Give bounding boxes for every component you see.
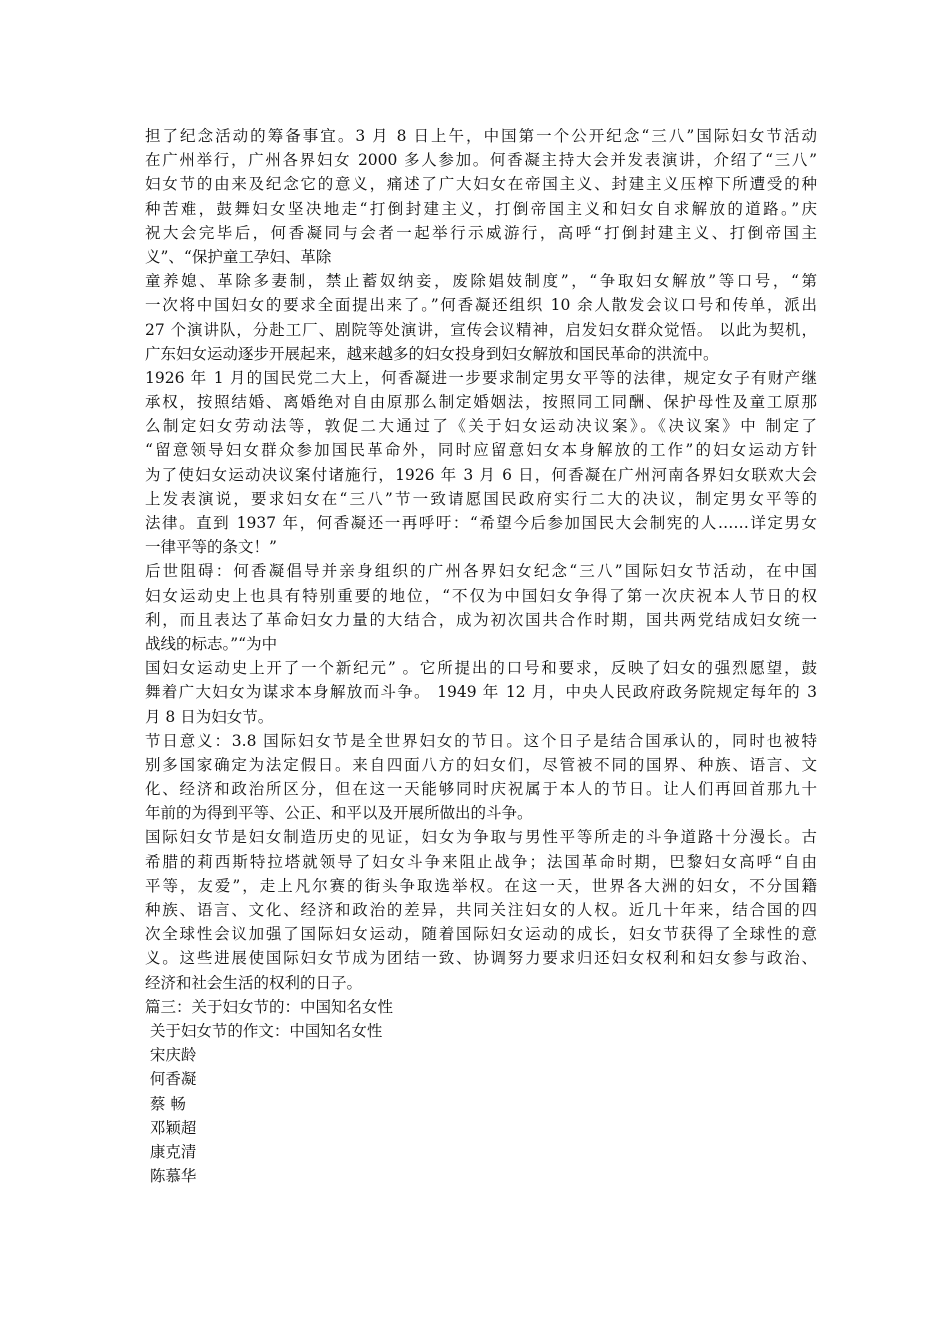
text-line: 承权，按照结婚、离婚绝对自由原那么制定婚姻法，按照同工同酬、保护母性及童工原那 [145, 393, 817, 412]
text-line: 战线的标志。”“为中 [145, 634, 278, 653]
text-line: 一次将中国妇女的要求全面提出来了。”何香凝还组织 10 余人散发会议口号和传单，派出 [145, 296, 817, 315]
document-body [145, 124, 817, 1188]
text-line: 次全球性会议加强了国际妇女运动，随着国际妇女运动的成长，妇女节获得了全球性的意 [145, 925, 817, 944]
text-line: “留意领导妇女群众参加国民革命外，同时应留意妇女本身解放的工作”的妇女运动方针 [145, 441, 817, 460]
text-line: 祝大会完毕后，何香凝同与会者一起举行示威游行，高呼“打倒封建主义、打倒帝国主 [145, 223, 817, 242]
text-line: 国际妇女节是妇女制造历史的见证，妇女为争取与男性平等所走的斗争道路十分漫长。古 [145, 828, 817, 847]
text-line: 法律。直到 1937 年，何香凝还一再呼吁：“希望今后参加国民大会制宪的人……详定男女 [145, 514, 817, 532]
list-item: 蔡 畅 [145, 1094, 186, 1113]
text-line: 节日意义：3.8 国际妇女节是全世界妇女的节日。这个日子是结合国承认的，同时也被特 [145, 731, 817, 750]
text-line: 义。这些进展使国际妇女节成为团结一致、协调努力要求归还妇女权利和妇女参与政治、 [145, 949, 817, 968]
text-line: 妇女节的由来及纪念它的意义，痛述了广大妇女在帝国主义、封建主义压榨下所遭受的种 [145, 175, 817, 194]
section-heading: 篇三：关于妇女节的：中国知名女性 [145, 997, 394, 1016]
text-line: 平等，友爱”，走上凡尔赛的街头争取选举权。在这一天，世界各大洲的妇女，不分国籍 [145, 876, 817, 895]
list-item: 邓颖超 [145, 1118, 197, 1137]
text-line: 担了纪念活动的筹备事宜。3 月 8 日上午，中国第一个公开纪念“三八”国际妇女节活动 [145, 127, 817, 145]
text-line: 月 8 日为妇女节。 [145, 707, 274, 726]
text-line: 上发表演说，要求妇女在“三八”节一致请愿国民政府实行二大的决议，制定男女平等的 [145, 489, 817, 508]
text-line: 别多国家确定为法定假日。来自四面八方的妇女们，尽管被不同的国界、种族、语言、文 [145, 755, 817, 774]
text-line: 种族、语言、文化、经济和政治的差异，共同关注妇女的人权。近几十年来，结合国的四 [145, 901, 817, 919]
text-line: 27 个演讲队，分赴工厂、剧院等处演讲，宣传会议精神，启发妇女群众觉悟。 以此为契机， [145, 320, 817, 339]
text-line: 妇女运动史上也具有特别重要的地位，“不仅为中国妇女争得了第一次庆祝本人节日的权 [145, 586, 817, 605]
text-line: 么制定妇女劳动法等，敦促二大通过了《关于妇女运动决议案》。《决议案》中 制定了 [145, 417, 817, 436]
text-line: 一律平等的条文！” [145, 538, 277, 557]
list-item: 陈慕华 [145, 1167, 197, 1186]
list-item: 何香凝 [145, 1070, 197, 1089]
text-line: 童养媳、革除多妻制，禁止蓄奴纳妾，废除娼妓制度”，“争取妇女解放”等口号，“第 [145, 272, 817, 291]
text-line: 经济和社会生活的权利的日子。 [145, 973, 363, 992]
text-line: 化、经济和政治所区分，但在这一天能够同时庆祝属于本人的节日。让人们再回首那九十 [145, 780, 817, 799]
list-item: 康克清 [145, 1142, 197, 1161]
text-line: 舞着广大妇女为谋求本身解放而斗争。 1949 年 12 月，中央人民政府政务院规定每年的 3 [145, 683, 817, 702]
text-line: 广东妇女运动逐步开展起来，越来越多的妇女投身到妇女解放和国民革命的洪流中。 [145, 344, 719, 363]
text-line: 1926 年 1 月的国民党二大上，何香凝进一步要求制定男女平等的法律，规定女子有财产继 [145, 368, 817, 387]
text-line: 在广州举行，广州各界妇女 2000 多人参加。何香凝主持大会并发表演讲，介绍了“三八” [145, 151, 817, 170]
text-line: 利，而且表达了革命妇女力量的大结合，成为初次国共合作时期，国共两党结成妇女统一 [145, 610, 817, 629]
text-line: 种苦难，鼓舞妇女坚决地走“打倒封建主义，打倒帝国主义和妇女自求解放的道路。”庆 [145, 199, 817, 218]
text-line: 年前的为得到平等、公正、和平以及开展所做出的斗争。 [145, 804, 533, 823]
list-item: 宋庆龄 [145, 1046, 197, 1065]
text-line: 希腊的莉西斯特拉塔就领导了妇女斗争来阻止战争；法国革命时期，巴黎妇女高呼“自由 [145, 852, 817, 871]
text-line: 义”、“保护童工孕妇、革除 [145, 247, 332, 266]
text-line: 后世阻碍：何香凝倡导并亲身组织的广州各界妇女纪念“三八”国际妇女节活动，在中国 [145, 562, 817, 581]
text-line: 为了使妇女运动决议案付诸施行，1926 年 3 月 6 日，何香凝在广州河南各界妇女联欢大会 [145, 465, 817, 484]
text-line: 国妇女运动史上开了一个新纪元” 。它所提出的口号和要求，反映了妇女的强烈愿望，鼓 [145, 659, 817, 678]
text-line: 关于妇女节的作文：中国知名女性 [145, 1021, 383, 1040]
